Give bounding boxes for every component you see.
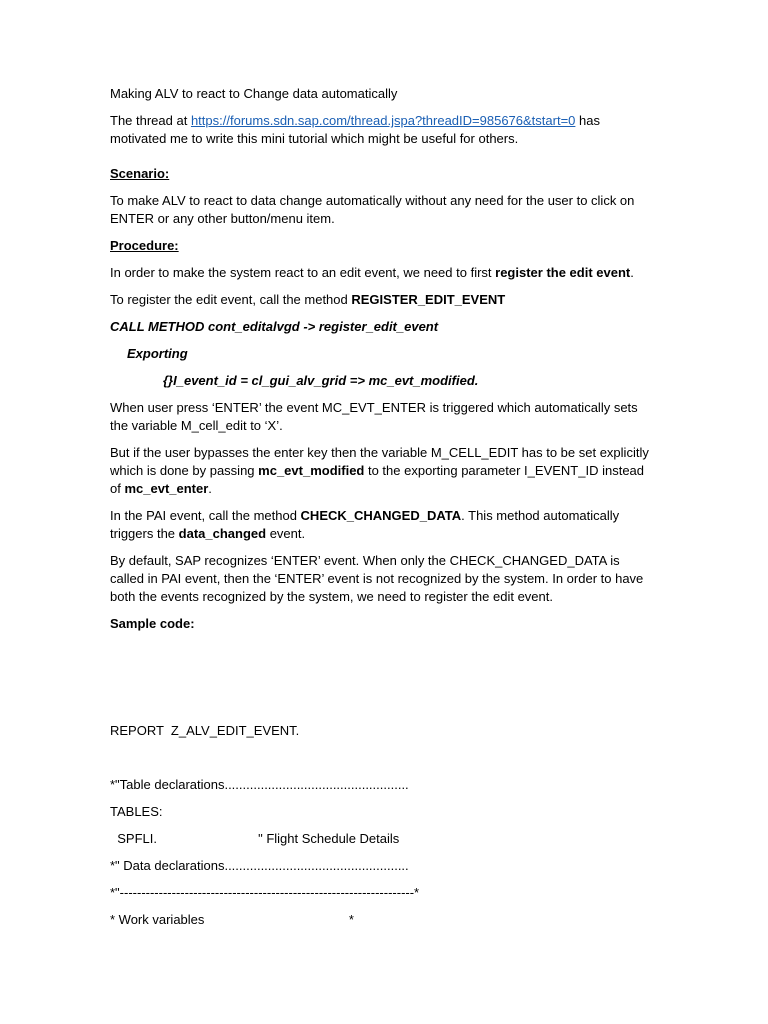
procedure-paragraph-6: By default, SAP recognizes ‘ENTER’ event. When only the CHECK_CHANGED_DATA is called in PAI event, then the ‘ENTER’ event is not recognized by the system. In order to have both the events recognized by the system, we need to register the edit event. — [110, 553, 644, 604]
code-table-declarations: *"Table declarations................................................... — [110, 777, 409, 792]
intro-paragraph — [110, 112, 655, 148]
blank-space — [110, 749, 655, 776]
intro-suffix: has motivated me to write this mini tutorial which might be useful for others. — [110, 113, 600, 146]
call-method-line: CALL METHOD cont_editalvgd -> register_edit_event — [110, 319, 439, 334]
sample-code-heading: Sample code: — [110, 616, 195, 631]
blank-space — [110, 642, 655, 722]
parameter-line: {}I_event_id = cl_gui_alv_grid => mc_evt_modified. — [163, 373, 479, 388]
code-report-line: REPORT Z_ALV_EDIT_EVENT. — [110, 723, 300, 738]
procedure-paragraph-3: When user press ‘ENTER’ the event MC_EVT_ENTER is triggered which automatically sets the variable M_cell_edit to ‘X’. — [110, 400, 638, 433]
thread-link[interactable]: https://forums.sdn.sap.com/thread.jspa?threadID=985676&tstart=0 — [190, 113, 576, 128]
code-separator-line: *"--------------------------------------------------------------------* — [110, 885, 420, 900]
document-title: Making ALV to react to Change data automatically — [110, 86, 398, 101]
procedure-heading: Procedure: — [110, 238, 179, 253]
code-work-variables: * Work variables * — [110, 912, 354, 927]
procedure-paragraph-1: In order to make the system react to an edit event, we need to first register the edit event. — [110, 265, 634, 280]
scenario-text: To make ALV to react to data change automatically without any need for the user to click on ENTER or any other button/menu item. — [110, 193, 635, 226]
code-tables-line: TABLES: — [110, 804, 163, 819]
scenario-heading: Scenario: — [110, 166, 170, 181]
procedure-paragraph-4: But if the user bypasses the enter key then the variable M_CELL_EDIT has to be set explicitly which is done by passing mc_evt_modified to the exporting parameter I_EVENT_ID instead of mc_evt_enter. — [110, 445, 649, 496]
procedure-paragraph-2: To register the edit event, call the method REGISTER_EDIT_EVENT — [110, 292, 506, 307]
procedure-paragraph-5: In the PAI event, call the method CHECK_CHANGED_DATA. This method automatically triggers the data_changed event. — [110, 508, 620, 541]
exporting-line: Exporting — [127, 346, 188, 361]
intro-prefix: The thread at — [110, 113, 191, 128]
document-body — [110, 85, 655, 938]
code-spfli-line: SPFLI. " Flight Schedule Details — [110, 831, 400, 846]
code-data-declarations: *" Data declarations................................................... — [110, 858, 409, 873]
